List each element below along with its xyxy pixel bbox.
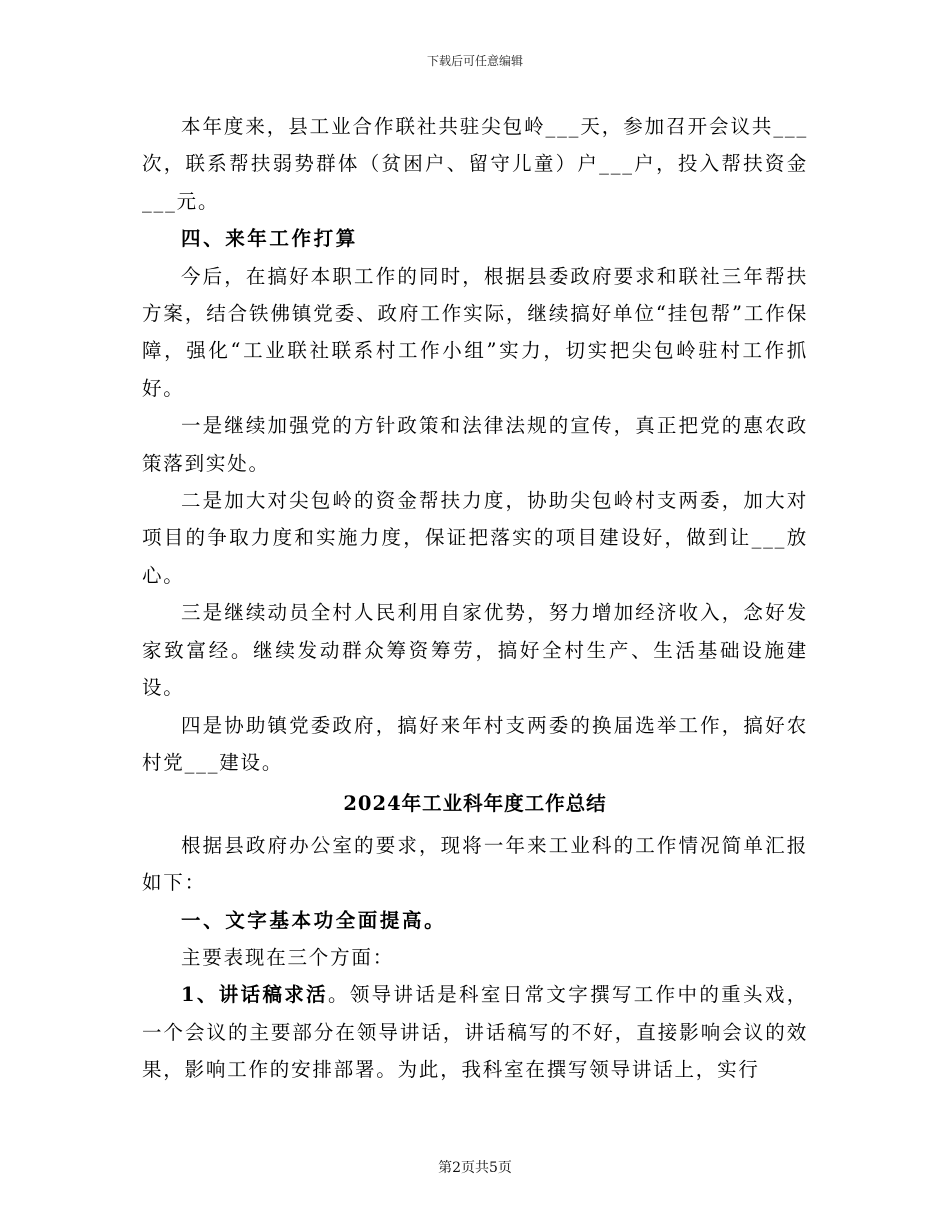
section-heading-writing-skills: 一、文字基本功全面提高。 bbox=[181, 908, 447, 932]
page-header: 下载后可任意编辑 bbox=[426, 54, 523, 68]
paragraph-plan-item-4: 四是协助镇党委政府，搞好来年村支两委的换届选举工作，搞好农村党___建设。 bbox=[142, 713, 808, 774]
paragraph-three-aspects: 主要表现在三个方面： bbox=[181, 945, 395, 969]
paragraph-speech-drafts bbox=[142, 976, 808, 1088]
document-title: 2024年工业科年度工作总结 bbox=[343, 792, 607, 816]
paragraph-work-stats: 本年度来，县工业合作联社共驻尖包岭___天，参加召开会议共___次，联系帮扶弱势群体（贫困户、留守儿童）户___户，投入帮扶资金___元。 bbox=[142, 115, 808, 213]
section-heading-next-year-plan: 四、来年工作打算 bbox=[181, 227, 358, 251]
paragraph-report-intro: 根据县政府办公室的要求，现将一年来工业科的工作情况简单汇报如下： bbox=[142, 833, 808, 895]
paragraph-plan-item-1: 一是继续加强党的方针政策和法律法规的宣传，真正把党的惠农政策落到实处。 bbox=[142, 414, 808, 475]
paragraph-plan-intro: 今后，在搞好本职工作的同时，根据县委政府要求和联社三年帮扶方案，结合铁佛镇党委、政府工作实际，继续搞好单位“挂包帮”工作保障，强化“工业联社联系村工作小组”实力，切实把尖包岭驻村工作抓好。 bbox=[142, 264, 808, 400]
speech-drafts-lead: 1、讲话稿求活 bbox=[181, 983, 328, 1007]
paragraph-plan-item-3: 三是继续动员全村人民利用自家优势，努力增加经济收入，念好发家致富经。继续发动群众筹资筹劳，搞好全村生产、生活基础设施建设。 bbox=[142, 601, 808, 700]
paragraph-plan-item-2: 二是加大对尖包岭的资金帮扶力度，协助尖包岭村支两委，加大对项目的争取力度和实施力度，保证把落实的项目建设好，做到让___放心。 bbox=[142, 489, 808, 587]
page-footer: 第2页共5页 bbox=[438, 1160, 512, 1176]
document-body bbox=[142, 108, 808, 1089]
speech-drafts-text: 。领导讲话是科室日常文字撰写工作中的重头戏，一个会议的主要部分在领导讲话，讲话稿写的不好，直接影响会议的效果，影响工作的安排部署。为此，我科室在撰写领导讲话上，实行 bbox=[142, 983, 808, 1082]
